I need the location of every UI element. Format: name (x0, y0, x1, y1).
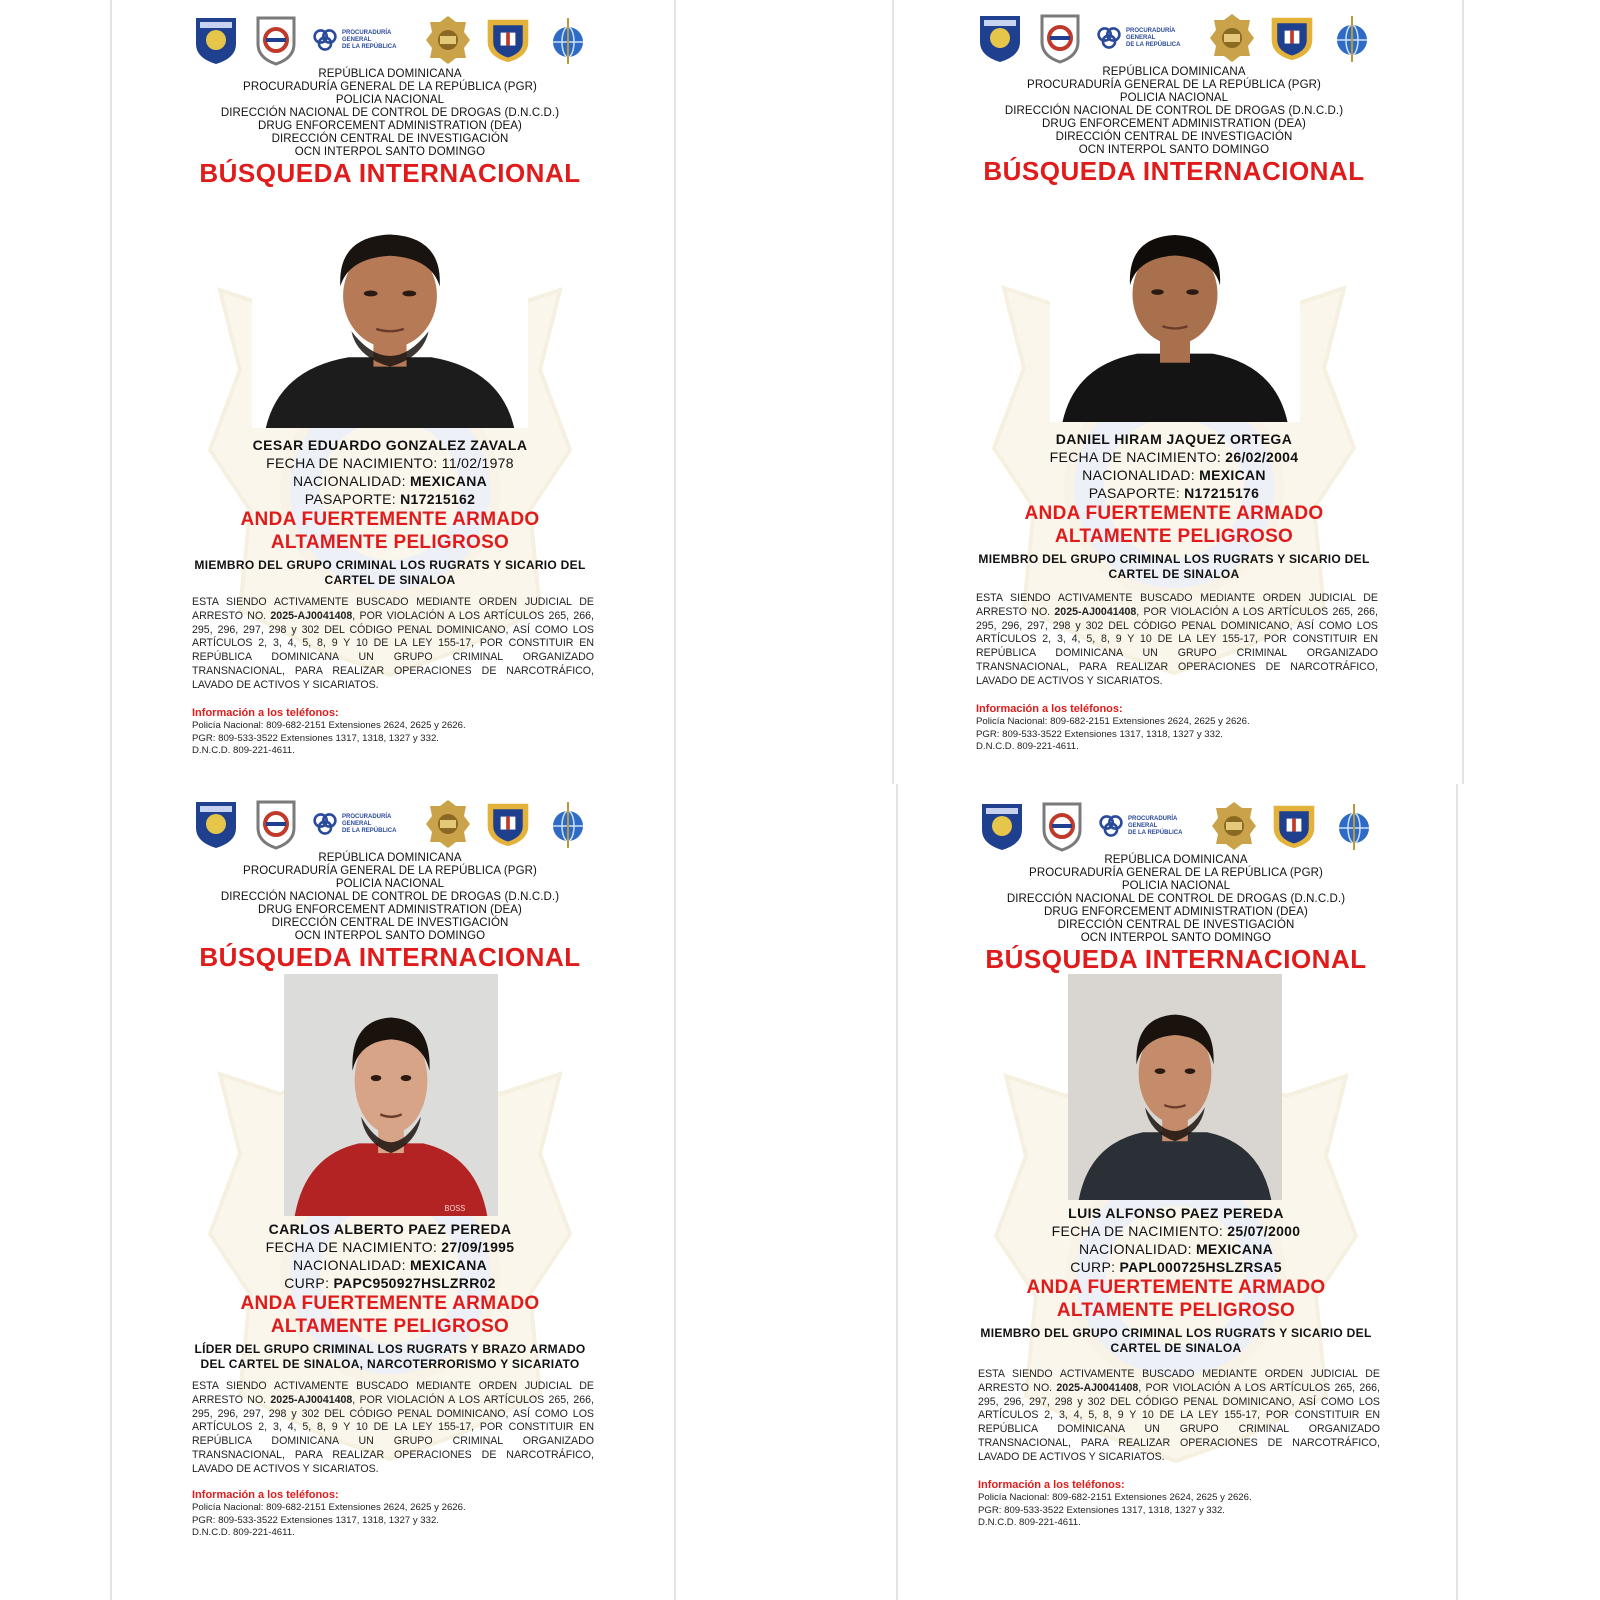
warrant-order-number: 2025-AJ0041408 (1056, 1381, 1139, 1394)
nationality-row (110, 472, 670, 490)
shirt-logo-text: BOSS (444, 1203, 466, 1214)
pgr-logo-line-1: PROCURADURÍA GENERAL (342, 813, 392, 827)
suspect-photo (252, 192, 528, 428)
agency-logos (978, 798, 1378, 854)
contact-heading: Información a los teléfonos: (192, 707, 339, 719)
wanted-poster-4 (896, 786, 1456, 1566)
dob-row (110, 454, 670, 472)
dea-badge-icon (424, 798, 472, 850)
contact-line-police: Policía Nacional: 809-682-2151 Extensiones 2624, 2625 y 2626. (192, 720, 466, 731)
warning-dangerous: ALTAMENTE PELIGROSO (1056, 1300, 1296, 1321)
warning-armed: ANDA FUERTEMENTE ARMADO (1026, 1277, 1326, 1298)
dominican-police-shield-icon (192, 798, 240, 850)
suspect-name: CESAR EDUARDO GONZALEZ ZAVALA (252, 437, 528, 453)
suspect-info (896, 1204, 1456, 1356)
dob-row (896, 1222, 1456, 1240)
dea-badge-icon (1210, 800, 1258, 852)
agency-line: DIRECCIÓN CENTRAL DE INVESTIGACIÓN (1057, 919, 1295, 931)
agency-line: POLICIA NACIONAL (1121, 880, 1231, 892)
agency-logos (192, 796, 592, 852)
agency-line: DIRECCIÓN NACIONAL DE CONTROL DE DROGAS (D.N.C.D.) (220, 891, 560, 903)
nationality-row (110, 1256, 670, 1274)
warrant-text-post: , POR VIOLACIÓN A LOS ARTÍCULOS 265, 266, 295, 296, 297, 298 y 302 DEL CÓDIGO PENAL DOMINICANO, ASÍ COMO LOS ARTÍCULOS 2, 3, 4, 5, 8, 9 Y 10 DE LA LEY 155-17, POR CONSTITUIR EN REPÚBLICA DOMINICANA UN GRUPO CRIMINAL ORGANIZADO TRANSNACIONAL, PARA REALIZAR OPERACIONES DE NARCOTRÁFICO, LAVADO DE ACTIVOS Y SICARIATOS. (192, 609, 594, 691)
agency-line: PROCURADURÍA GENERAL DE LA REPÚBLICA (PGR) (1029, 867, 1323, 879)
role-line-1: LÍDER DEL GRUPO CRIMINAL LOS RUGRATS Y BRAZO ARMADO (194, 1342, 586, 1356)
role-line-1: MIEMBRO DEL GRUPO CRIMINAL LOS RUGRATS Y SICARIO DEL (194, 558, 586, 572)
id-label: PASAPORTE: (304, 491, 401, 507)
role-line-2: DEL CARTEL DE SINALOA, NARCOTERRORISMO Y SICARIATO (200, 1357, 580, 1371)
nationality-value: MEXICANA (409, 1257, 488, 1273)
dicrim-shield-icon (484, 798, 532, 850)
dncd-shield-icon (252, 798, 300, 850)
interpol-globe-icon (1330, 800, 1378, 852)
poster-title: BÚSQUEDA INTERNACIONAL (199, 158, 581, 188)
poster-title: BÚSQUEDA INTERNACIONAL (983, 156, 1365, 186)
interpol-globe-icon (1328, 12, 1376, 64)
dncd-shield-icon (1036, 12, 1084, 64)
warrant-text (192, 596, 594, 693)
contact-line-police: Policía Nacional: 809-682-2151 Extensiones 2624, 2625 y 2626. (192, 1502, 466, 1513)
warrant-order-number: 2025-AJ0041408 (270, 1393, 353, 1406)
agencies-block (110, 852, 670, 943)
nationality-value: MEXICAN (1199, 467, 1266, 483)
agency-line: OCN INTERPOL SANTO DOMINGO (1078, 144, 1270, 156)
contact-line-police: Policía Nacional: 809-682-2151 Extensiones 2624, 2625 y 2626. (976, 716, 1250, 727)
dea-badge-icon (1208, 12, 1256, 64)
dncd-shield-icon (1038, 800, 1086, 852)
warrant-text (192, 1380, 594, 1477)
dob-value: 25/07/2000 (1227, 1223, 1301, 1239)
contact-line-dncd: D.N.C.D. 809-221-4611. (192, 745, 295, 757)
agency-line: OCN INTERPOL SANTO DOMINGO (294, 146, 486, 158)
nationality-label: NACIONALIDAD: (1082, 467, 1200, 483)
role-line-2: CARTEL DE SINALOA (1108, 567, 1240, 581)
pgr-logo-line-2: DE LA REPÚBLICA (1126, 41, 1181, 48)
agency-line: OCN INTERPOL SANTO DOMINGO (1080, 932, 1272, 944)
suspect-name: LUIS ALFONSO PAEZ PEREDA (1068, 1205, 1284, 1221)
nationality-row (894, 466, 1454, 484)
agency-line: PROCURADURÍA GENERAL DE LA REPÚBLICA (PGR) (243, 865, 537, 877)
dob-value: 27/09/1995 (441, 1239, 515, 1255)
contact-info (192, 706, 594, 758)
agency-line: DRUG ENFORCEMENT ADMINISTRATION (DEA) (1044, 906, 1308, 918)
agency-line: DRUG ENFORCEMENT ADMINISTRATION (DEA) (1042, 118, 1306, 130)
role-line-1: MIEMBRO DEL GRUPO CRIMINAL LOS RUGRATS Y SICARIO DEL (980, 1326, 1372, 1340)
warning-armed: ANDA FUERTEMENTE ARMADO (240, 509, 540, 530)
agency-line: DIRECCIÓN NACIONAL DE CONTROL DE DROGAS (D.N.C.D.) (1006, 893, 1346, 905)
suspect-info (894, 430, 1454, 582)
poster-title: BÚSQUEDA INTERNACIONAL (199, 942, 581, 972)
pgr-logo-line-2: DE LA REPÚBLICA (342, 827, 397, 834)
id-row (894, 484, 1454, 502)
wanted-poster-2 (894, 0, 1454, 778)
pgr-logo-line-2: DE LA REPÚBLICA (342, 43, 397, 50)
nationality-label: NACIONALIDAD: (1078, 1241, 1196, 1257)
contact-line-dncd: D.N.C.D. 809-221-4611. (978, 1517, 1081, 1529)
pgr-knot-icon (312, 811, 338, 837)
warrant-text-pre: ESTA SIENDO ACTIVAMENTE BUSCADO MEDIANTE ORDEN JUDICIAL DE ARRESTO NO. (978, 1368, 1380, 1394)
contact-heading: Información a los teléfonos: (192, 1489, 339, 1501)
warrant-text-pre: ESTA SIENDO ACTIVAMENTE BUSCADO MEDIANTE ORDEN JUDICIAL DE ARRESTO NO. (192, 1380, 594, 1406)
warrant-text (978, 1368, 1380, 1465)
warrant-text (976, 592, 1378, 689)
pgr-logo-line-2: DE LA REPÚBLICA (1128, 829, 1183, 836)
suspect-photo (1050, 194, 1300, 422)
warning-armed: ANDA FUERTEMENTE ARMADO (1024, 503, 1324, 524)
id-value: PAPL000725HSLZRSA5 (1119, 1259, 1282, 1275)
dob-label: FECHA DE NACIMIENTO: (266, 455, 442, 471)
pgr-knot-icon (312, 27, 338, 53)
agency-line: DIRECCIÓN NACIONAL DE CONTROL DE DROGAS (D.N.C.D.) (1004, 105, 1344, 117)
suspect-name: DANIEL HIRAM JAQUEZ ORTEGA (1055, 431, 1293, 447)
interpol-globe-icon (544, 14, 592, 66)
dob-label: FECHA DE NACIMIENTO: (1049, 449, 1226, 465)
suspect-info (110, 436, 670, 588)
poster-title: BÚSQUEDA INTERNACIONAL (985, 944, 1367, 974)
suspect-info (110, 1220, 670, 1372)
suspect-photo (284, 974, 498, 1216)
dominican-police-shield-icon (192, 14, 240, 66)
agency-line: POLICIA NACIONAL (335, 94, 445, 106)
contact-line-pgr: PGR: 809-533-3522 Extensiones 1317, 1318, 1327 y 332. (192, 1514, 439, 1526)
agency-line: POLICIA NACIONAL (1119, 92, 1229, 104)
pgr-logo (312, 809, 412, 839)
pgr-logo (312, 25, 412, 55)
id-value: PAPC950927HSLZRR02 (333, 1275, 496, 1291)
agency-line: DRUG ENFORCEMENT ADMINISTRATION (DEA) (258, 904, 522, 916)
agencies-block (894, 66, 1454, 157)
dominican-police-shield-icon (978, 800, 1026, 852)
role-line-1: MIEMBRO DEL GRUPO CRIMINAL LOS RUGRATS Y SICARIO DEL (978, 552, 1370, 566)
role-description (110, 1342, 670, 1372)
wanted-poster-3 (110, 784, 670, 1564)
warrant-text-post: , POR VIOLACIÓN A LOS ARTÍCULOS 265, 266, 295, 296, 297, 298 y 302 DEL CÓDIGO PENAL DOMINICANO, ASÍ COMO LOS ARTÍCULOS 2, 3, 4, 5, 8, 9 Y 10 DE LA LEY 155-17, POR CONSTITUIR EN REPÚBLICA DOMINICANA UN GRUPO CRIMINAL ORGANIZADO TRANSNACIONAL, PARA REALIZAR OPERACIONES DE NARCOTRÁFICO, LAVADO DE ACTIVOS Y SICARIATOS. (192, 1393, 594, 1475)
dicrim-shield-icon (1268, 12, 1316, 64)
dob-value: 11/02/1978 (441, 455, 514, 471)
id-row (896, 1258, 1456, 1276)
warrant-text-pre: ESTA SIENDO ACTIVAMENTE BUSCADO MEDIANTE ORDEN JUDICIAL DE ARRESTO NO. (976, 592, 1378, 618)
contact-line-pgr: PGR: 809-533-3522 Extensiones 1317, 1318, 1327 y 332. (978, 1504, 1225, 1516)
agency-line: POLICIA NACIONAL (335, 878, 445, 890)
contact-info (978, 1478, 1380, 1530)
id-value: N17215162 (400, 491, 476, 507)
agency-line: PROCURADURÍA GENERAL DE LA REPÚBLICA (PGR) (243, 81, 537, 93)
dob-row (110, 1238, 670, 1256)
role-description (894, 552, 1454, 582)
dicrim-shield-icon (1270, 800, 1318, 852)
id-label: CURP: (1070, 1259, 1120, 1275)
warning-dangerous: ALTAMENTE PELIGROSO (270, 1316, 510, 1337)
agencies-block (896, 854, 1456, 945)
agency-line: OCN INTERPOL SANTO DOMINGO (294, 930, 486, 942)
warrant-order-number: 2025-AJ0041408 (1054, 605, 1137, 618)
contact-heading: Información a los teléfonos: (976, 703, 1123, 715)
warning-dangerous: ALTAMENTE PELIGROSO (270, 532, 510, 553)
warning-armed: ANDA FUERTEMENTE ARMADO (240, 1293, 540, 1314)
id-value: N17215176 (1184, 485, 1260, 501)
dncd-shield-icon (252, 14, 300, 66)
role-line-2: CARTEL DE SINALOA (1110, 1341, 1242, 1355)
agency-line: DIRECCIÓN CENTRAL DE INVESTIGACIÓN (271, 133, 509, 145)
dob-label: FECHA DE NACIMIENTO: (1051, 1223, 1228, 1239)
contact-info (192, 1488, 594, 1540)
agency-line: REPÚBLICA DOMINICANA (1104, 854, 1248, 866)
suspect-name: CARLOS ALBERTO PAEZ PEREDA (268, 1221, 512, 1237)
contact-line-pgr: PGR: 809-533-3522 Extensiones 1317, 1318, 1327 y 332. (192, 732, 439, 744)
pgr-logo-line-1: PROCURADURÍA GENERAL (1126, 27, 1176, 41)
warrant-text-pre: ESTA SIENDO ACTIVAMENTE BUSCADO MEDIANTE ORDEN JUDICIAL DE ARRESTO NO. (192, 596, 594, 622)
dea-badge-icon (424, 14, 472, 66)
contact-line-police: Policía Nacional: 809-682-2151 Extensiones 2624, 2625 y 2626. (978, 1492, 1252, 1503)
contact-info (976, 702, 1378, 754)
agency-line: DRUG ENFORCEMENT ADMINISTRATION (DEA) (258, 120, 522, 132)
pgr-logo (1098, 811, 1198, 841)
nationality-value: MEXICANA (409, 473, 488, 489)
role-line-2: CARTEL DE SINALOA (324, 573, 456, 587)
nationality-label: NACIONALIDAD: (292, 1257, 410, 1273)
pgr-knot-icon (1096, 25, 1122, 51)
agencies-block (110, 68, 670, 159)
warrant-text-post: , POR VIOLACIÓN A LOS ARTÍCULOS 265, 266, 295, 296, 297, 298 y 302 DEL CÓDIGO PENAL DOMINICANO, ASÍ COMO LOS ARTÍCULOS 2, 3, 4, 5, 8, 9 Y 10 DE LA LEY 155-17, POR CONSTITUIR EN REPÚBLICA DOMINICANA UN GRUPO CRIMINAL ORGANIZADO TRANSNACIONAL, PARA REALIZAR OPERACIONES DE NARCOTRÁFICO, LAVADO DE ACTIVOS Y SICARIATOS. (978, 1381, 1380, 1463)
contact-heading: Información a los teléfonos: (978, 1479, 1125, 1491)
agency-line: PROCURADURÍA GENERAL DE LA REPÚBLICA (PGR) (1027, 79, 1321, 91)
pgr-logo-line-1: PROCURADURÍA GENERAL (342, 29, 392, 43)
dominican-police-shield-icon (976, 12, 1024, 64)
warrant-order-number: 2025-AJ0041408 (270, 609, 353, 622)
id-label: CURP: (284, 1275, 334, 1291)
pgr-knot-icon (1098, 813, 1124, 839)
role-description (896, 1326, 1456, 1356)
agency-line: REPÚBLICA DOMINICANA (318, 852, 462, 864)
agency-line: DIRECCIÓN NACIONAL DE CONTROL DE DROGAS (D.N.C.D.) (220, 107, 560, 119)
dob-label: FECHA DE NACIMIENTO: (265, 1239, 442, 1255)
contact-line-dncd: D.N.C.D. 809-221-4611. (192, 1527, 295, 1539)
nationality-label: NACIONALIDAD: (292, 473, 410, 489)
role-description (110, 558, 670, 588)
warrant-text-post: , POR VIOLACIÓN A LOS ARTÍCULOS 265, 266, 295, 296, 297, 298 y 302 DEL CÓDIGO PENAL DOMINICANO, ASÍ COMO LOS ARTÍCULOS 2, 3, 4, 5, 8, 9 Y 10 DE LA LEY 155-17, POR CONSTITUIR EN REPÚBLICA DOMINICANA UN GRUPO CRIMINAL ORGANIZADO TRANSNACIONAL, PARA REALIZAR OPERACIONES DE NARCOTRÁFICO, LAVADO DE ACTIVOS Y SICARIATOS. (976, 605, 1378, 687)
pgr-logo (1096, 23, 1196, 53)
agency-logos (192, 12, 592, 68)
contact-line-pgr: PGR: 809-533-3522 Extensiones 1317, 1318, 1327 y 332. (976, 728, 1223, 740)
dob-value: 26/02/2004 (1225, 449, 1299, 465)
id-row (110, 1274, 670, 1292)
interpol-globe-icon (544, 798, 592, 850)
agency-line: DIRECCIÓN CENTRAL DE INVESTIGACIÓN (271, 917, 509, 929)
contact-line-dncd: D.N.C.D. 809-221-4611. (976, 741, 1079, 753)
wanted-poster-1 (110, 0, 670, 780)
nationality-value: MEXICANA (1195, 1241, 1274, 1257)
dob-row (894, 448, 1454, 466)
warning-dangerous: ALTAMENTE PELIGROSO (1054, 526, 1294, 547)
suspect-photo (1068, 974, 1282, 1200)
id-row (110, 490, 670, 508)
pgr-logo-line-1: PROCURADURÍA GENERAL (1128, 815, 1178, 829)
agency-line: DIRECCIÓN CENTRAL DE INVESTIGACIÓN (1055, 131, 1293, 143)
dicrim-shield-icon (484, 14, 532, 66)
agency-logos (976, 10, 1376, 66)
id-label: PASAPORTE: (1088, 485, 1185, 501)
agency-line: REPÚBLICA DOMINICANA (1102, 66, 1246, 78)
nationality-row (896, 1240, 1456, 1258)
agency-line: REPÚBLICA DOMINICANA (318, 68, 462, 80)
